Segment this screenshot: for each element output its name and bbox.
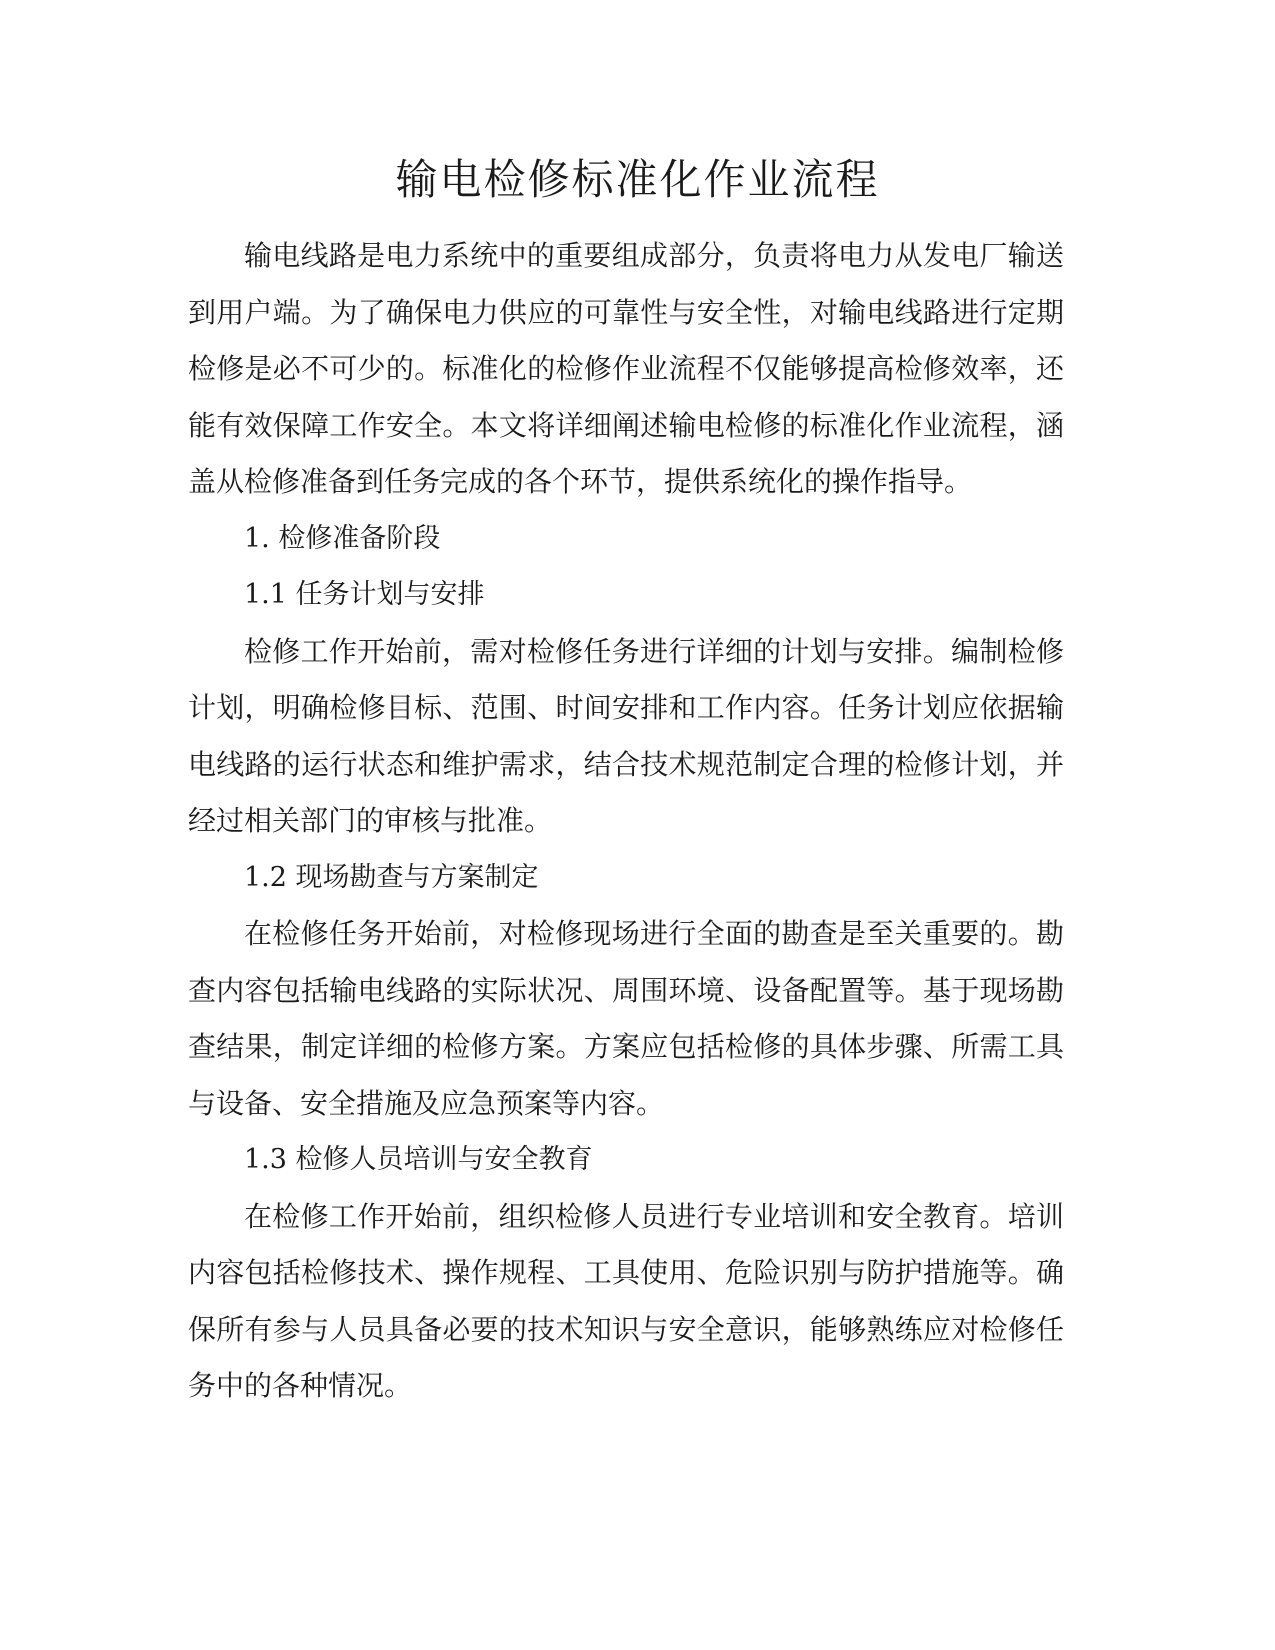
subsection-heading-1-1: 1.1 任务计划与安排 (244, 579, 485, 610)
paragraph-1-3: 在检修工作开始前，组织检修人员进行专业培训和安全教育。培训内容包括检修技术、操作规程、工具使用、危险识别与防护措施等。确保所有参与人员具备必要的技术知识与安全意识，能够熟练应对检修任务中的各种情况。 (188, 1199, 1064, 1402)
intro-paragraph: 输电线路是电力系统中的重要组成部分，负责将电力从发电厂输送到用户端。为了确保电力供应的可靠性与安全性，对输电线路进行定期检修是必不可少的。标准化的检修作业流程不仅能够提高检修效率，还能有效保障工作安全。本文将详细阐述输电检修的标准化作业流程，涵盖从检修准备到任务完成的各个环节，提供系统化的操作指导。 (188, 239, 1064, 498)
subsection-heading-1-2: 1.2 现场勘查与方案制定 (244, 861, 539, 893)
paragraph-1-1: 检修工作开始前，需对检修任务进行详细的计划与安排。编制检修计划，明确检修目标、范围、时间安排和工作内容。任务计划应依据输电线路的运行状态和维护需求，结合技术规范制定合理的检修计划，并经过相关部门的审核与批准。 (188, 634, 1064, 837)
document-body (188, 228, 1064, 1415)
subsection-heading-1-3: 1.3 检修人员培训与安全教育 (244, 1144, 593, 1175)
document-title: 输电检修标准化作业流程 (395, 155, 880, 204)
section-heading-1: 1. 检修准备阶段 (244, 522, 441, 554)
paragraph-1-2: 在检修任务开始前，对检修现场进行全面的勘查是至关重要的。勘查内容包括输电线路的实际状况、周围环境、设备配置等。基于现场勘查结果，制定详细的检修方案。方案应包括检修的具体步骤、所需工具与设备、安全措施及应急预案等内容。 (188, 917, 1064, 1120)
